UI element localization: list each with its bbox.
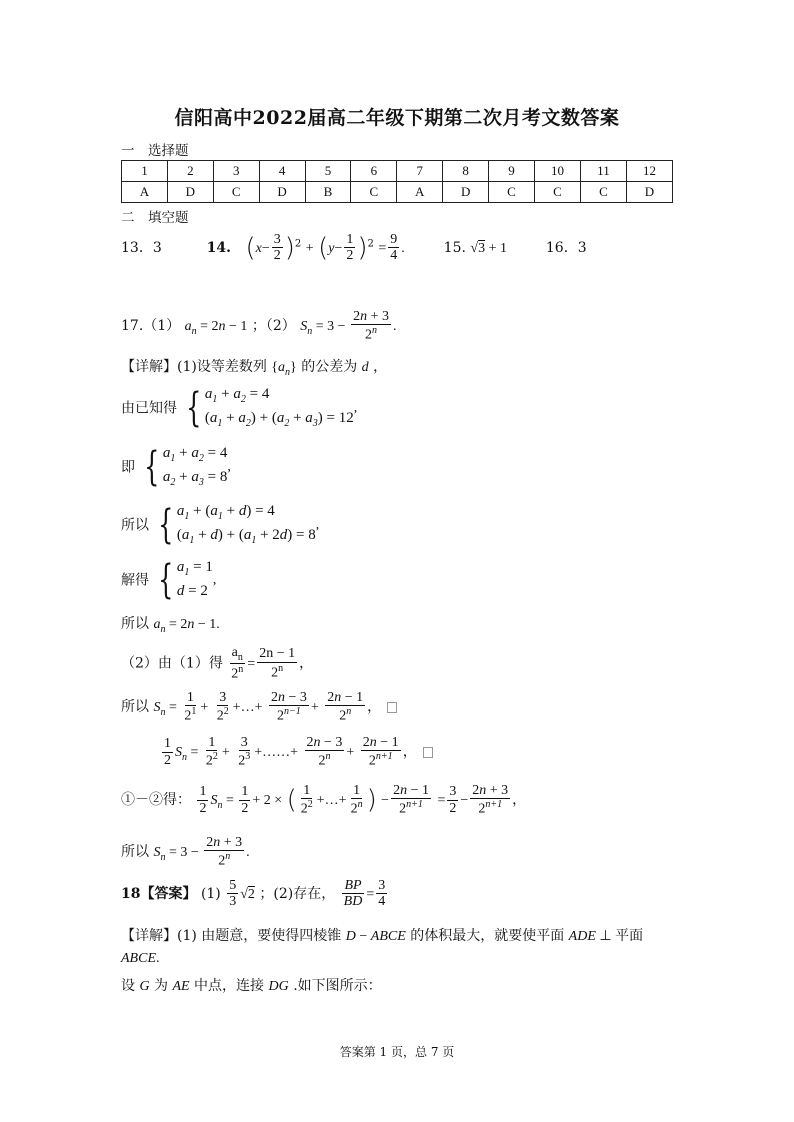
q17-solve-label: 解得 — [121, 572, 149, 589]
q18-line3-d: .如下图所示： — [293, 978, 382, 994]
q17-detail-text: 【详解】(1)设等差数列 — [121, 359, 267, 375]
q18-line3-a: 设 — [121, 978, 135, 994]
table-cell: D — [626, 182, 672, 203]
table-row-answers — [122, 182, 673, 203]
q17-sn-sum-line: 所以 $S_n$ = $\frac{1}{2^1}$ + $\frac{3}{2^2}$ +…+ $\frac{2n - 3}{2^{n-1}}$ + $\frac{2n - 1}{2^n}$ ， — [121, 690, 397, 724]
q18-answer-line: 18【答案】 (1) $\frac{5}{3}$ √2 ；(2)存在， $\frac{BP}{BD}$ = $\frac{3}{4}$ — [121, 878, 386, 910]
q17-ie-system: 即 { $a_1 + a_2 = 4$ $a_2 + a_3 = 8$ , — [121, 443, 231, 490]
table-cell: 9 — [489, 161, 535, 182]
q17-p2-label: （2）由（1）得 — [121, 655, 223, 672]
q17-half-sn-line: $\frac{1}{2}$ $S_n$ = $\frac{1}{2^2}$ + $\frac{3}{2^3}$ +……+ $\frac{2n - 3}{2^n}$ + $\frac{2n - 1}{2^{n+1}}$ ， — [160, 735, 433, 769]
q17-detail-tail: 的公差为 — [301, 359, 358, 375]
q17-label: 17.（1） — [121, 318, 181, 335]
q16-answer: 16．3 — [545, 239, 587, 256]
table-cell: D — [443, 182, 489, 203]
section-choice-heading: 一 选择题 — [121, 143, 189, 159]
q18-p2-label: ；(2)存在， — [259, 885, 336, 902]
q15-label: 15. — [443, 239, 466, 256]
q14-equation: (x− $\frac{3}{2}$ )$^2$ + (y− $\frac{1}{2}$ )$^2$ = $\frac{9}{4}$ . — [245, 232, 405, 264]
table-cell: A — [397, 182, 443, 203]
q18-detail-line: 【详解】(1) 由题意，要使得四棱锥 D − ABCE 的体积最大，就要使平面 ADE ⊥ 平面 — [121, 928, 644, 944]
q18-detail-end: 平面 — [615, 928, 644, 944]
q18-line2: ABCE. — [121, 951, 160, 966]
q17-so-system: 所以 { $a_1 + (a_1 + d) = 4$ $(a_1 + d) + (a_1 + 2d) = 8$ , — [121, 501, 320, 548]
q17-final-line: 所以 $S_n = 3$ − $\frac{2n + 3}{2^n}$ . — [121, 835, 250, 870]
table-cell: 3 — [213, 161, 259, 182]
table-cell: 6 — [351, 161, 397, 182]
q18-line3: 设 G 为 AE 中点，连接 DG .如下图所示： — [121, 978, 382, 994]
fill-answers — [121, 232, 587, 264]
q18-label: 18【答案】 — [121, 885, 197, 902]
q17-solve-system: 解得 { $a_1 = 1$ d = 2 , — [121, 556, 217, 603]
table-cell: C — [489, 182, 535, 203]
q17-ie-label: 即 — [121, 459, 135, 476]
q17-an-line: 所以 $a_n = 2n - 1$. — [121, 616, 220, 635]
q18-p1-label: (1) — [200, 885, 221, 902]
table-cell: 7 — [397, 161, 443, 182]
table-cell: D — [167, 182, 213, 203]
q15-answer: √3 + 1 — [470, 240, 507, 256]
q14-label: 14. — [206, 239, 231, 256]
table-cell: 5 — [305, 161, 351, 182]
q17-part2-label: ；（2） — [251, 318, 296, 335]
q17-detail-line: 【详解】(1)设等差数列 $\{a_n\}$ 的公差为 d ， — [121, 359, 388, 378]
page-footer: 答案第 1 页，总 7 页 — [339, 1045, 455, 1059]
q17-final-label: 所以 — [121, 844, 149, 861]
table-cell: 12 — [626, 161, 672, 182]
table-cell: 10 — [534, 161, 580, 182]
q18-line3-c: 中点，连接 — [194, 978, 265, 994]
q17-known-label: 由已知得 — [121, 400, 177, 417]
table-cell: C — [213, 182, 259, 203]
table-cell: 8 — [443, 161, 489, 182]
table-cell: B — [305, 182, 351, 203]
table-row-numbers — [122, 161, 673, 182]
table-cell: C — [534, 182, 580, 203]
table-cell: C — [580, 182, 626, 203]
q17-answer-line: 17.（1） $a_n = 2n - 1$ ；（2） $S_n = 3$ − $\frac{2n + 3}{2^n}$ . — [121, 309, 397, 344]
q17-part2-line: （2）由（1）得 $\frac{a_n}{2^n}$ = $\frac{2n - 1}{2^n}$ ， — [121, 645, 314, 682]
q17-so-sn-label: 所以 — [121, 699, 149, 716]
q17-so-label: 所以 — [121, 517, 149, 534]
table-cell: 4 — [259, 161, 305, 182]
q17-so-an-label: 所以 — [121, 616, 149, 632]
table-cell: 2 — [167, 161, 213, 182]
answer-table — [121, 160, 673, 203]
q18-plane-abce: ABCE — [121, 951, 156, 966]
page-title: 信阳高中2022届高二年级下期第二次月考文数答案 — [174, 107, 620, 129]
table-cell: C — [351, 182, 397, 203]
q17-subtract-line: ①－②得： $\frac{1}{2}$ $S_n$ = $\frac{1}{2}$ + 2 × ( $\frac{1}{2^2}$ +…+ $\frac{1}{2^n}$ ) − $\frac{2n - 1}{2^{n+1}}$ = $\frac{3}{2}$ − $\frac{2n + 3}{2^{n+1}}$ ， — [121, 783, 527, 818]
q17-known-system: 由已知得 { $a_1 + a_2 = 4$ $(a_1 + a_2) + (a_2 + a_3) = 12$ , — [121, 384, 358, 431]
table-cell: D — [259, 182, 305, 203]
table-cell: 1 — [122, 161, 168, 182]
table-cell: 11 — [580, 161, 626, 182]
q18-detail-mid: 的体积最大，就要使平面 — [410, 928, 565, 944]
q17-sub-label: ①－②得： — [121, 792, 191, 809]
table-cell: A — [122, 182, 168, 203]
section-fill-heading: 二 填空题 — [121, 210, 189, 226]
q18-detail-text: 【详解】(1) 由题意，要使得四棱锥 — [121, 928, 342, 944]
q13-answer: 13．3 — [121, 239, 162, 256]
q18-line3-b: 为 — [154, 978, 169, 994]
